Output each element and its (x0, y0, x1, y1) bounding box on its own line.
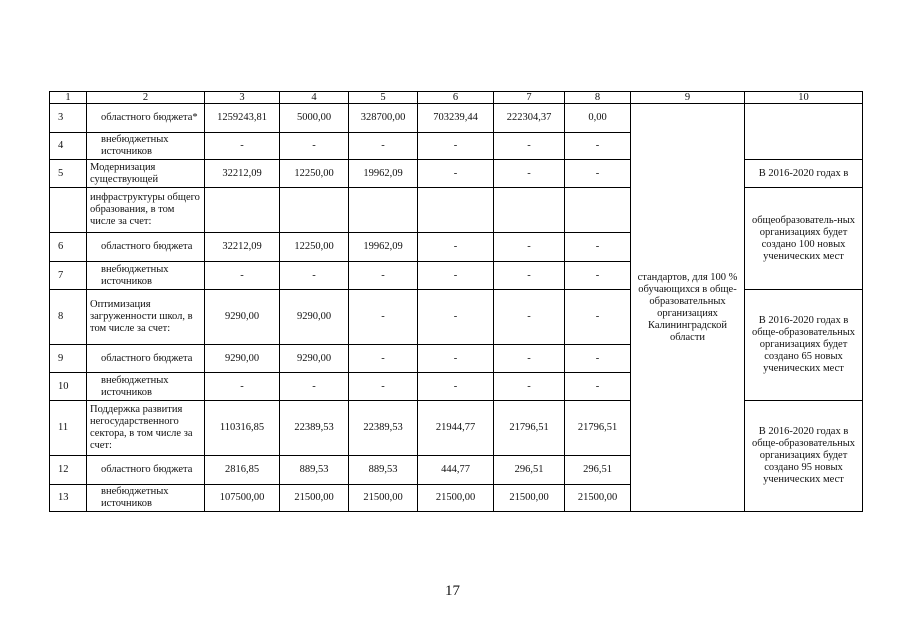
value-cell: 21944,77 (418, 401, 494, 456)
value-cell: 1259243,81 (205, 104, 280, 133)
row-label: внебюджетных источников (87, 485, 205, 512)
row-number: 3 (50, 104, 87, 133)
value-cell: - (349, 345, 418, 373)
value-cell: 296,51 (494, 456, 565, 485)
value-cell: - (418, 133, 494, 160)
value-cell: 12250,00 (280, 160, 349, 188)
header-cell: 6 (418, 92, 494, 104)
value-cell: - (349, 373, 418, 401)
col10-note-top: В 2016-2020 годах в (745, 160, 863, 188)
header-cell: 1 (50, 92, 87, 104)
value-cell: - (565, 160, 631, 188)
value-cell: 22389,53 (280, 401, 349, 456)
value-cell: - (494, 345, 565, 373)
value-cell: - (494, 262, 565, 290)
value-cell: 9290,00 (205, 345, 280, 373)
value-cell: - (349, 133, 418, 160)
row-number: 13 (50, 485, 87, 512)
header-row (50, 92, 863, 104)
value-cell: - (494, 373, 565, 401)
value-cell (565, 188, 631, 233)
value-cell: 889,53 (349, 456, 418, 485)
value-cell: 21500,00 (280, 485, 349, 512)
value-cell: 0,00 (565, 104, 631, 133)
row-number-empty (50, 188, 87, 233)
value-cell: 21796,51 (494, 401, 565, 456)
value-cell: - (280, 262, 349, 290)
value-cell: 12250,00 (280, 233, 349, 262)
row-label: инфраструктуры общего образования, в том числе за счет: (87, 188, 205, 233)
value-cell (349, 188, 418, 233)
value-cell: - (205, 373, 280, 401)
value-cell: - (565, 133, 631, 160)
value-cell (494, 188, 565, 233)
value-cell: - (565, 290, 631, 345)
col10-empty (745, 104, 863, 160)
value-cell: - (418, 373, 494, 401)
value-cell: - (494, 133, 565, 160)
value-cell: - (205, 133, 280, 160)
value-cell: - (418, 262, 494, 290)
value-cell: 32212,09 (205, 160, 280, 188)
header-cell: 10 (745, 92, 863, 104)
value-cell: - (418, 290, 494, 345)
value-cell: 328700,00 (349, 104, 418, 133)
value-cell: 703239,44 (418, 104, 494, 133)
header-cell: 3 (205, 92, 280, 104)
value-cell: 21500,00 (349, 485, 418, 512)
row-number: 5 (50, 160, 87, 188)
value-cell: - (565, 262, 631, 290)
row-number: 11 (50, 401, 87, 456)
value-cell: - (280, 133, 349, 160)
value-cell: 110316,85 (205, 401, 280, 456)
value-cell: - (205, 262, 280, 290)
col10-note: В 2016-2020 годах в обще-образовательных организациях будет создано 65 новых ученических мест (745, 290, 863, 401)
value-cell: 21500,00 (494, 485, 565, 512)
row-label: внебюджетных источников (87, 373, 205, 401)
row-label: Поддержка развития негосударственного сектора, в том числе за счет: (87, 401, 205, 456)
row-label: внебюджетных источников (87, 262, 205, 290)
value-cell: - (565, 373, 631, 401)
value-cell: 22389,53 (349, 401, 418, 456)
row-label: областного бюджета* (87, 104, 205, 133)
value-cell: 32212,09 (205, 233, 280, 262)
value-cell: - (418, 233, 494, 262)
col9-description: стандартов, для 100 % обучающихся в обще-образовательных организациях Калининградской области (631, 104, 745, 512)
col10-note: В 2016-2020 годах в обще-образовательных организациях будет создано 95 новых ученических мест (745, 401, 863, 512)
row-number: 12 (50, 456, 87, 485)
value-cell: 107500,00 (205, 485, 280, 512)
value-cell: - (349, 290, 418, 345)
value-cell (418, 188, 494, 233)
value-cell: 296,51 (565, 456, 631, 485)
header-cell: 9 (631, 92, 745, 104)
value-cell: 2816,85 (205, 456, 280, 485)
row-label: областного бюджета (87, 345, 205, 373)
col10-note: общеобразователь-ных организациях будет создано 100 новых ученических мест (745, 188, 863, 290)
row-label: областного бюджета (87, 456, 205, 485)
row-number: 6 (50, 233, 87, 262)
value-cell: - (494, 290, 565, 345)
row-number: 10 (50, 373, 87, 401)
value-cell: - (494, 233, 565, 262)
value-cell: 9290,00 (280, 290, 349, 345)
header-cell: 7 (494, 92, 565, 104)
value-cell: - (565, 345, 631, 373)
value-cell: - (565, 233, 631, 262)
row-label: Оптимизация загруженности школ, в том числе за счет: (87, 290, 205, 345)
header-cell: 4 (280, 92, 349, 104)
value-cell: - (280, 373, 349, 401)
row-label: Модернизация существующей (87, 160, 205, 188)
value-cell: 889,53 (280, 456, 349, 485)
value-cell: - (349, 262, 418, 290)
value-cell: - (418, 160, 494, 188)
value-cell: 21796,51 (565, 401, 631, 456)
row-number: 4 (50, 133, 87, 160)
header-cell: 5 (349, 92, 418, 104)
header-cell: 2 (87, 92, 205, 104)
row-number: 7 (50, 262, 87, 290)
value-cell (280, 188, 349, 233)
value-cell: 9290,00 (205, 290, 280, 345)
budget-table (49, 91, 863, 512)
value-cell: 9290,00 (280, 345, 349, 373)
value-cell: - (418, 345, 494, 373)
value-cell (205, 188, 280, 233)
page-number: 17 (445, 583, 460, 599)
row-number: 9 (50, 345, 87, 373)
value-cell: 444,77 (418, 456, 494, 485)
row-label: внебюджетных источников (87, 133, 205, 160)
value-cell: 19962,09 (349, 160, 418, 188)
value-cell: 19962,09 (349, 233, 418, 262)
header-cell: 8 (565, 92, 631, 104)
row-label: областного бюджета (87, 233, 205, 262)
value-cell: 222304,37 (494, 104, 565, 133)
value-cell: 21500,00 (418, 485, 494, 512)
table-row (50, 104, 863, 133)
row-number: 8 (50, 290, 87, 345)
value-cell: 5000,00 (280, 104, 349, 133)
value-cell: - (494, 160, 565, 188)
value-cell: 21500,00 (565, 485, 631, 512)
